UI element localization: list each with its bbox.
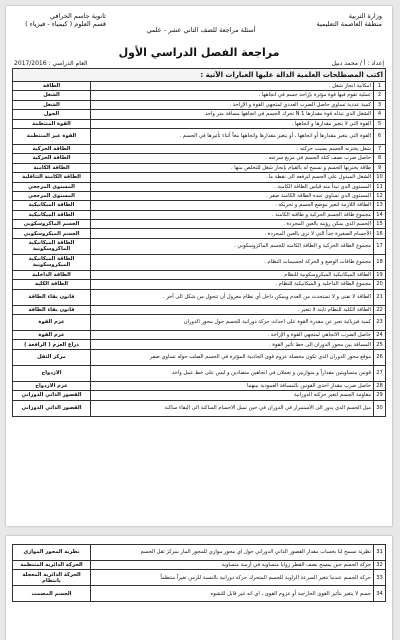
row-number: 5 <box>374 119 386 128</box>
row-question: قوتين متساويتين مقداراً و متوازيين و تعملان في اتجاهين متضادين و ليس على خط عمل واحد <box>91 365 374 381</box>
row-answer: الازدواج <box>13 365 91 381</box>
row-answer: عزم القوة <box>13 315 91 331</box>
row-answer: الطاقة الميكانيكية <box>13 210 91 219</box>
table-row <box>13 201 386 210</box>
row-number: 33 <box>374 570 386 586</box>
row-question: كمية فيزيائية تعبر عن مقدرة القوة على احداث حركة دورانية للجسم حول محور الدوران <box>91 315 374 331</box>
row-number: 27 <box>374 365 386 381</box>
row-answer: عزم القوة <box>13 331 91 340</box>
worksheet-page-1 <box>6 6 392 526</box>
instruction-row <box>13 69 386 82</box>
row-number: 31 <box>374 545 386 561</box>
row-question: جسم لا يتغير بتأثير القوى الخارجية أو عزوم القوى ، اي انه غير قابل للتشوه <box>91 586 374 602</box>
terms-table-body <box>13 82 386 417</box>
row-number: 14 <box>374 210 386 219</box>
row-number: 6 <box>374 128 386 144</box>
table-row <box>13 144 386 153</box>
row-answer: الطاقة الميكانيكية <box>13 201 91 210</box>
row-number: 28 <box>374 381 386 390</box>
page-title: مراجعة الفصل الدراسي الأول <box>118 46 280 59</box>
table-row <box>13 400 386 416</box>
ministry-block <box>316 12 382 28</box>
row-question: مقاومة الجسم لتغير حركته الدورانية <box>91 391 374 400</box>
row-question: المسافة بين محور الدوران الى خط تأثير القوة . <box>91 340 374 349</box>
table-row <box>13 154 386 163</box>
row-number: 22 <box>374 305 386 314</box>
ministry-name: وزارة التربية <box>348 12 382 20</box>
table-row <box>13 210 386 219</box>
row-number: 23 <box>374 315 386 331</box>
row-answer: الطاقة الداخلية <box>13 270 91 279</box>
row-question: مجموع طاقة الجسم الحركية و طاقته الكامنة . <box>91 210 374 219</box>
row-answer: عزم الازدواج <box>13 381 91 390</box>
table-row <box>13 381 386 390</box>
row-question: مجموع الطاقة الداخلية و الميكانيكية للنظام . <box>91 280 374 289</box>
row-answer: الجسم الماكروسكوبي <box>13 220 91 229</box>
row-answer: الجسم الميكروسكوبي <box>13 229 91 238</box>
row-question: حاصل ضرب نصف كتلة الجسم في مربع سرعته . <box>91 154 374 163</box>
table-row <box>13 110 386 119</box>
row-answer: الطاقة الكامنة التثاقلية <box>13 173 91 182</box>
row-answer: قانون بقاء الطاقة <box>13 305 91 314</box>
table-row <box>13 586 386 602</box>
table-row <box>13 331 386 340</box>
row-number: 1 <box>374 82 386 91</box>
table-row <box>13 119 386 128</box>
row-number: 29 <box>374 391 386 400</box>
worksheet-page-2 <box>6 536 392 640</box>
row-number: 4 <box>374 110 386 119</box>
table-row <box>13 270 386 279</box>
worksheet-header <box>6 6 392 68</box>
row-answer: الطاقة الميكانيكية الميكروسكوبية <box>13 254 91 270</box>
table-row <box>13 570 386 586</box>
row-answer: الشغل <box>13 100 91 109</box>
row-number: 18 <box>374 254 386 270</box>
row-question: حاصل ضرب مقدار احدى القوتين بالمسافة العمودية بينهما <box>91 381 374 390</box>
row-question: الطاقة اللازمة لتغير موضع الجسم و تحريكه . <box>91 201 374 210</box>
table-row <box>13 280 386 289</box>
row-question: الطاقة الميكانيكية الميكروسكوبية للنظام . <box>91 270 374 279</box>
row-number: 16 <box>374 229 386 238</box>
row-question: شغل يختزنه الجسم بسبب حركته . <box>91 144 374 153</box>
row-question: القوة التي لا يتغير مقدارها و اتجاهها . <box>91 119 374 128</box>
table-row <box>13 100 386 109</box>
row-question: القوة التي يتغير مقدارها أو اتجاهها ، أو يتغير مقدارها واتجاهها معاً أثناء تأثيرها في الجسم . <box>91 128 374 144</box>
table-row <box>13 254 386 270</box>
row-question: امكانية انجاز شغل . <box>91 82 374 91</box>
row-question: نظرية تسمح لنا بحساب مقدار القصور الذاتي الدوراني حول اي محور موازي للمحور المار بمركز ثقل الجسم <box>91 545 374 561</box>
row-question: مجموع الطاقة الحركية و الطاقة الكامنة للجسم الماكروسكوبي . <box>91 238 374 254</box>
row-question: حركة الجسم حين يمسح نصف القطر زوايا متساوية في أزمنة متساوية <box>91 561 374 570</box>
row-answer: نظرية المحور الموازي <box>13 545 91 561</box>
school-year: العام الدراسي : 2017/2016 <box>14 60 88 67</box>
table-row <box>13 340 386 349</box>
row-question: كمية عددية تساوي حاصل الضرب العددي لمتجهي القوة و الإزاحة . <box>91 100 374 109</box>
row-answer: المستوى المرجعي <box>13 182 91 191</box>
school-name: ثانوية جاسم الخرافي <box>49 12 106 20</box>
table-row <box>13 128 386 144</box>
row-answer: الطاقة الكلية <box>13 280 91 289</box>
row-number: 15 <box>374 220 386 229</box>
row-number: 34 <box>374 586 386 602</box>
table-row <box>13 173 386 182</box>
row-number: 2 <box>374 91 386 100</box>
row-question: المستوى الذي تساوي عنده الطاقة الكامنة صفر . <box>91 191 374 200</box>
table-row <box>13 561 386 570</box>
row-answer: الطاقة الحركية <box>13 154 91 163</box>
row-answer: المستوى المرجعي <box>13 191 91 200</box>
row-question: حركة الجسم عندما تتغير السرعة الزاوية للجسم المتحرك حركة دورانية بالنسبة للزمن تغيراً منتظماً <box>91 570 374 586</box>
instruction-text: اكتب المصطلحات العلمية الدالة عليها العبارات الآتية : <box>13 69 386 82</box>
meta-line <box>14 60 384 67</box>
row-answer: الشغل <box>13 91 91 100</box>
row-number: 10 <box>374 173 386 182</box>
row-number: 24 <box>374 331 386 340</box>
row-number: 26 <box>374 349 386 365</box>
row-number: 11 <box>374 182 386 191</box>
row-question: الجسم الذي يمكن رؤيته بالعين المجردة . <box>91 220 374 229</box>
row-number: 32 <box>374 561 386 570</box>
row-number: 30 <box>374 400 386 416</box>
row-answer: القوة المنتظمة <box>13 119 91 128</box>
table-row <box>13 305 386 314</box>
table-row <box>13 82 386 91</box>
table-row <box>13 391 386 400</box>
row-question: الشغل الذي تبذله قوة مقدارها N 1 تحرك الجسم في اتجاهها مسافة متر واحد <box>91 110 374 119</box>
table-row <box>13 289 386 305</box>
table-row <box>13 229 386 238</box>
row-answer: الطاقة الميكانيكية الماكروسكوبية <box>13 238 91 254</box>
row-answer: القوة غير المنتظمة <box>13 128 91 144</box>
row-answer: الطاقة <box>13 82 91 91</box>
row-answer: الحركة الدائرية المعجلة بانتظام <box>13 570 91 586</box>
row-number: 8 <box>374 154 386 163</box>
table-row <box>13 191 386 200</box>
school-block <box>16 12 106 28</box>
table-row <box>13 545 386 561</box>
prepared-by: إعداد : أ / محمد دبيل <box>331 60 384 67</box>
table-row <box>13 163 386 172</box>
row-question: عملية تقوم فيها قوة مؤثرة بإزاحة جسم في اتجاهها . <box>91 91 374 100</box>
row-answer: الحركة الدائرية المنتظمة <box>13 561 91 570</box>
row-question: مجموع طاقات الوضع و الحركة لجسيمات النظام . <box>91 254 374 270</box>
table-row <box>13 182 386 191</box>
table-row <box>13 315 386 331</box>
row-answer: قانون بقاء الطاقة <box>13 289 91 305</box>
row-number: 13 <box>374 201 386 210</box>
row-question: الشغل المبذول على الجسم لترفعه الى نقطة ما . <box>91 173 374 182</box>
row-number: 19 <box>374 270 386 279</box>
row-question: الطاقة لا تفنى و لا تستحدث من العدم ويمكن داخل أي نظام معزول أن تتحول من شكل الى آخر . <box>91 289 374 305</box>
row-answer: الجسم المصمت <box>13 586 91 602</box>
row-number: 7 <box>374 144 386 153</box>
terms-table-2 <box>12 544 386 602</box>
row-answer: القصور الذاتي الدوراني <box>13 400 91 416</box>
table-row <box>13 365 386 381</box>
row-question: طاقة يختزنها الجسم و تسمح له بالقيام بإنجاز شغل للتخلص منها . <box>91 163 374 172</box>
row-number: 17 <box>374 238 386 254</box>
row-answer: الجول <box>13 110 91 119</box>
row-question: الطاقة الكلية للنظام ثابتة لا تتغير . <box>91 305 374 314</box>
row-answer: مركز الثقل <box>13 349 91 365</box>
row-answer: القصور الذاتي الدوراني <box>13 391 91 400</box>
row-answer: الطاقة الكامنة <box>13 163 91 172</box>
subject-block <box>126 12 276 34</box>
table-row <box>13 91 386 100</box>
row-answer: الطاقة الحركية <box>13 144 91 153</box>
terms-table-2-body <box>13 545 386 602</box>
row-answer: ذراع العزم ( الرافعة ) <box>13 340 91 349</box>
row-question: ميل الجسم الذي يدور الى الاستمرار في الدوران في حين تميل الاجسام الساكنة الى البقاء ساكنة <box>91 400 374 416</box>
department-name: قسم العلوم ( كيمياء - فيزياء ) <box>25 20 106 28</box>
table-row <box>13 349 386 365</box>
row-number: 20 <box>374 280 386 289</box>
terms-table <box>12 68 386 417</box>
row-question: المستوى الذي تبدأ منه قياس الطاقة الكامنة . <box>91 182 374 191</box>
district-name: منطقة العاصمة التعليمية <box>316 20 382 28</box>
table-row <box>13 220 386 229</box>
table-row <box>13 238 386 254</box>
row-number: 3 <box>374 100 386 109</box>
row-question: حاصل الضرب الاتجاهي لمتجهي القوة و الإزاحة . <box>91 331 374 340</box>
row-question: الأجسام الصغيرة جداً التي لا ترى بالعين المجردة . <box>91 229 374 238</box>
row-number: 21 <box>374 289 386 305</box>
subject-line: أسئلة مراجعة للصف الثاني عشر - علمي <box>146 26 256 34</box>
row-number: 25 <box>374 340 386 349</box>
row-number: 9 <box>374 163 386 172</box>
row-number: 12 <box>374 191 386 200</box>
row-question: موقع محور الدوران الذي تكون محصلة عزوم قوى الجاذبية المؤثرة في الجسم الصلب حوله تساوي صفر <box>91 349 374 365</box>
